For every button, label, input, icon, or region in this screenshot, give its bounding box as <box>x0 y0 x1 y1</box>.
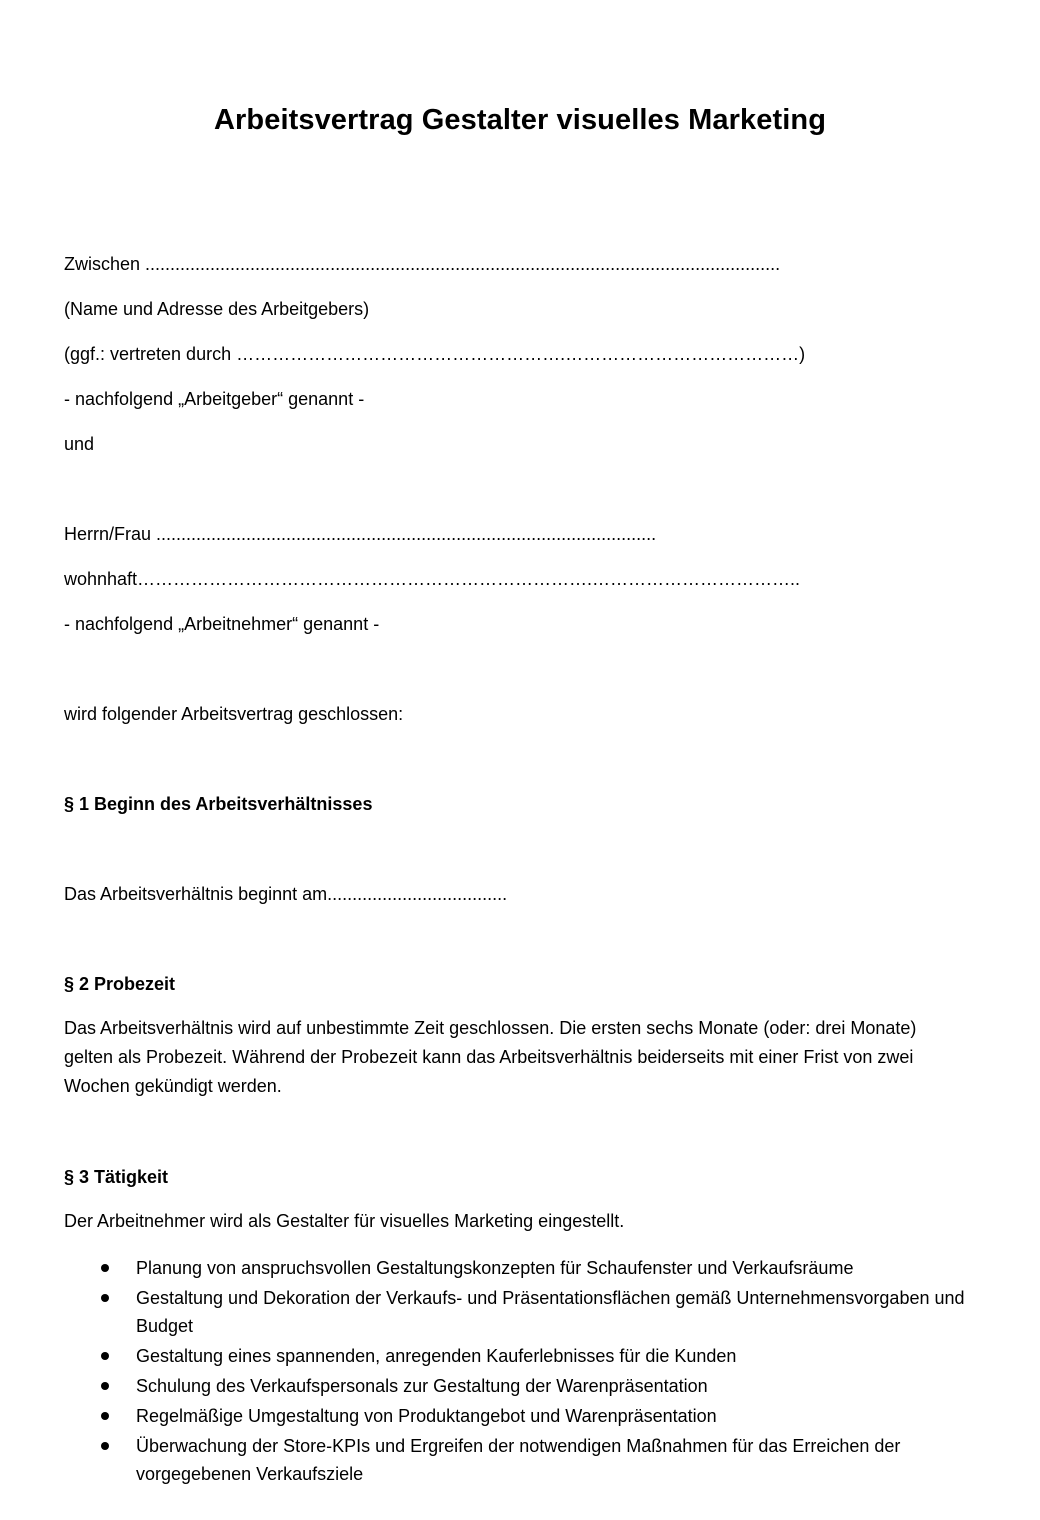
bullet-icon <box>101 1352 109 1360</box>
list-item <box>64 1284 974 1340</box>
list-item-text: Schulung des Verkaufspersonals zur Gestaltung der Warenpräsentation <box>136 1376 708 1396</box>
representative-line: (ggf.: vertreten durch ……………………………………………….…………………………………) <box>64 344 806 364</box>
bullet-icon <box>101 1264 109 1272</box>
contract-closing-line: wird folgender Arbeitsvertrag geschlossen: <box>64 704 404 724</box>
section-1-heading: § 1 Beginn des Arbeitsverhältnisses <box>64 794 373 814</box>
list-item-text: Gestaltung eines spannenden, anregenden Kauferlebnisses für die Kunden <box>136 1346 737 1366</box>
employer-designation: - nachfolgend „Arbeitgeber“ genannt - <box>64 389 365 409</box>
task-list <box>64 1254 974 1490</box>
bullet-icon <box>101 1294 109 1302</box>
employee-designation: - nachfolgend „Arbeitnehmer“ genannt - <box>64 614 380 634</box>
conjunction-und: und <box>64 434 95 454</box>
employer-party-line: Zwischen ............................................................................................................................... <box>64 254 781 274</box>
list-item <box>64 1432 974 1488</box>
section-2-text: Das Arbeitsverhältnis wird auf unbestimmte Zeit geschlossen. Die ersten sechs Monate (oder: drei Monate) gelten als Probezeit. Während der Probezeit kann das Arbeitsverhältnis beiderseits mit einer Frist von zwei Wochen gekündigt werden. <box>64 1018 917 1096</box>
document-title: Arbeitsvertrag Gestalter visuelles Marketing <box>213 104 827 136</box>
section-3-text: Der Arbeitnehmer wird als Gestalter für visuelles Marketing eingestellt. <box>64 1211 625 1231</box>
employee-address-line: wohnhaft………………………………………………………………….…………………………….. <box>64 569 801 589</box>
list-item <box>64 1402 974 1430</box>
section-2-heading: § 2 Probezeit <box>64 974 176 994</box>
bullet-icon <box>101 1412 109 1420</box>
list-item <box>64 1372 974 1400</box>
bullet-icon <box>101 1382 109 1390</box>
section-1-text: Das Arbeitsverhältnis beginnt am.................................... <box>64 884 508 904</box>
section-3-heading: § 3 Tätigkeit <box>64 1167 169 1187</box>
list-item-text: Planung von anspruchsvollen Gestaltungskonzepten für Schaufenster und Verkaufsräume <box>136 1258 854 1278</box>
employer-label: (Name und Adresse des Arbeitgebers) <box>64 299 370 319</box>
list-item <box>64 1254 974 1282</box>
list-item <box>64 1342 974 1370</box>
bullet-icon <box>101 1442 109 1450</box>
list-item-text: Gestaltung und Dekoration der Verkaufs- und Präsentationsflächen gemäß Unternehmensvorgaben und Budget <box>136 1288 965 1336</box>
employee-name-line: Herrn/Frau .................................................................................................... <box>64 524 657 544</box>
list-item-text: Regelmäßige Umgestaltung von Produktangebot und Warenpräsentation <box>136 1406 717 1426</box>
list-item-text: Überwachung der Store-KPIs und Ergreifen der notwendigen Maßnahmen für das Erreichen der vorgegebenen Verkaufsziele <box>136 1436 901 1484</box>
